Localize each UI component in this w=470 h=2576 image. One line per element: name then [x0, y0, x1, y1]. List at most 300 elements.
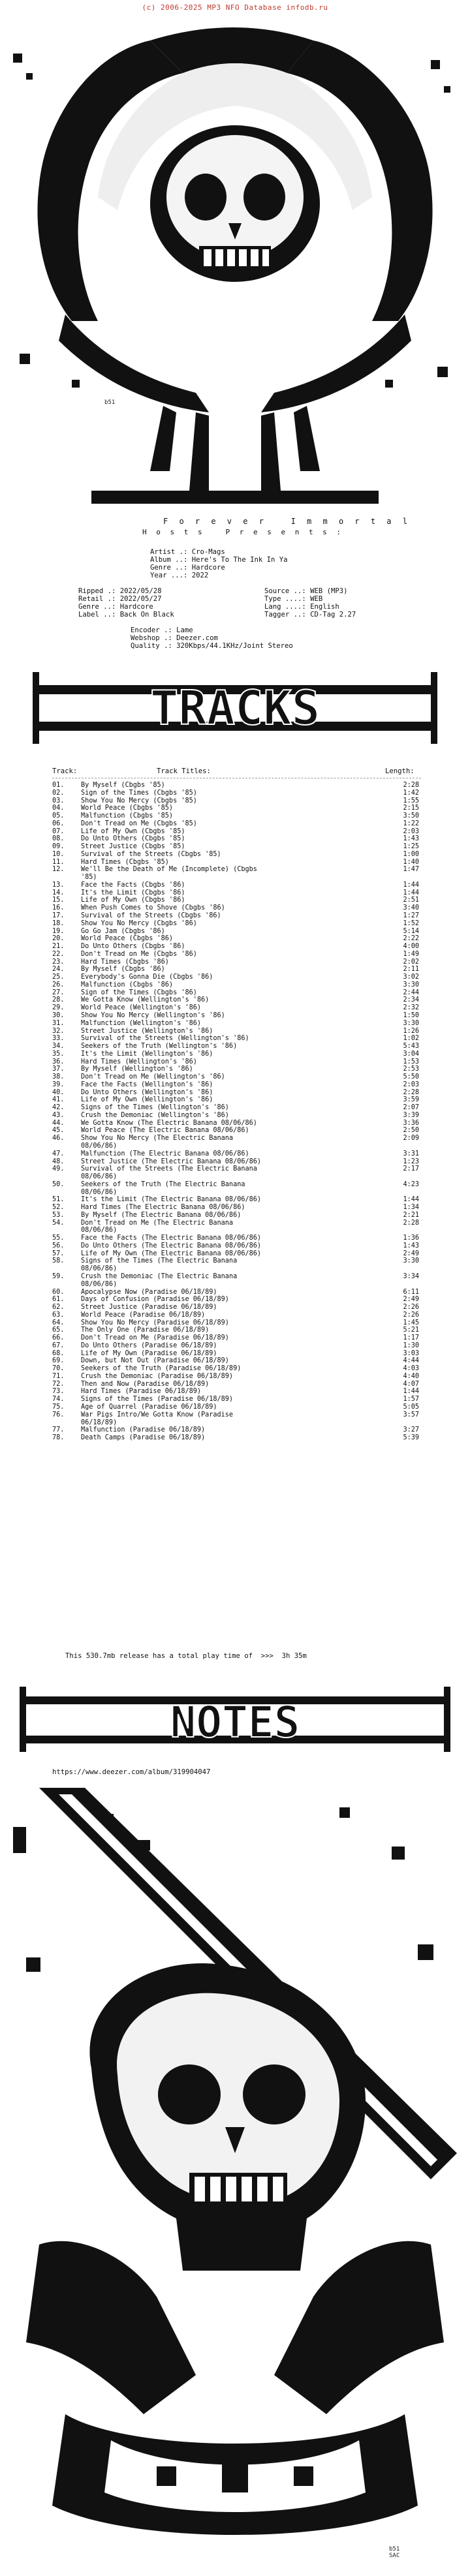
track-title: Crush the Demoniac (Paradise 06/18/89) — [81, 1372, 234, 1380]
track-title: It's the Limit (The Electric Banana 08/06/86) — [81, 1196, 262, 1204]
track-length: 1:00 — [403, 850, 419, 858]
track-number: 03. — [52, 797, 65, 805]
release-year: Year ...: 2022 — [150, 572, 209, 579]
track-length: 4:40 — [403, 1372, 419, 1380]
track-length: 2:50 — [403, 1127, 419, 1135]
track-number: 45. — [52, 1127, 65, 1135]
track-title: Life of My Own (Wellington's '86) — [81, 1096, 213, 1104]
track-row — [52, 1265, 444, 1273]
track-title: Life of My Own (Cbgbs '85) — [81, 827, 185, 835]
track-title: Survival of the Streets (The Electric Banana — [81, 1165, 257, 1173]
track-length: 1:57 — [403, 1396, 419, 1403]
track-title: Crush the Demoniac (Wellington's '86) — [81, 1111, 229, 1119]
track-title: World Peace (The Electric Banana 08/06/86) — [81, 1127, 249, 1135]
detail-genre: Genre ..: Hardcore — [78, 603, 153, 611]
track-number: 44. — [52, 1119, 65, 1127]
track-length: 4:44 — [403, 1357, 419, 1365]
track-title: Show You No Mercy (Cbgbs '85) — [81, 797, 197, 805]
track-length: 1:02 — [403, 1035, 419, 1043]
track-row — [52, 1181, 444, 1189]
track-number: 66. — [52, 1334, 65, 1342]
track-length: 3:34 — [403, 1273, 419, 1280]
track-row — [52, 1096, 444, 1104]
track-row — [52, 1050, 444, 1058]
header-track: Track: — [52, 767, 78, 775]
track-title: Life of My Own (Cbgbs '86) — [81, 897, 185, 904]
track-number: 51. — [52, 1196, 65, 1204]
track-length: 3:30 — [403, 1257, 419, 1265]
track-title: Signs of the Times (Paradise 06/18/89) — [81, 1396, 234, 1403]
track-length: 1:27 — [403, 912, 419, 920]
track-title: Don't Tread on Me (Paradise 06/18/89) — [81, 1334, 229, 1342]
track-title: Show You No Mercy (The Electric Banana — [81, 1135, 234, 1142]
track-row — [52, 1296, 444, 1304]
encoding-quality: Quality .: 320Kbps/44.1KHz/Joint Stereo — [131, 642, 293, 650]
detail-type: Type ....: WEB — [264, 595, 323, 603]
track-number: 71. — [52, 1372, 65, 1380]
track-title: Life of My Own (Paradise 06/18/89) — [81, 1349, 217, 1357]
track-length: 3:50 — [403, 812, 419, 820]
track-title: World Peace (Cbgbs '86) — [81, 935, 174, 943]
track-length: 5:14 — [403, 927, 419, 935]
skull-dagger-artwork — [0, 1788, 470, 2571]
track-length: 1:44 — [403, 1196, 419, 1204]
header-titles: Track Titles: — [157, 767, 211, 775]
track-length: 1:43 — [403, 835, 419, 843]
track-title: Age of Quarrel (Paradise 06/18/89) — [81, 1403, 217, 1411]
track-length: 1:17 — [403, 1334, 419, 1342]
track-row — [52, 1281, 444, 1289]
track-title: By Myself (The Electric Banana 08/06/86) — [81, 1211, 242, 1219]
track-row — [52, 981, 444, 989]
track-number: 69. — [52, 1357, 65, 1365]
track-row — [52, 1081, 444, 1089]
track-title: Seekers of the Truth (The Electric Banana — [81, 1180, 245, 1188]
track-row — [52, 1028, 444, 1035]
track-row — [52, 1257, 444, 1265]
track-number: 67. — [52, 1342, 65, 1349]
group-subtitle: H o s t s P r e s e n t s : — [142, 528, 344, 536]
track-number: 39. — [52, 1081, 65, 1088]
track-title: By Myself (Cbgbs '85) — [81, 782, 165, 789]
track-row — [52, 1227, 444, 1234]
track-title: 08/06/86) — [81, 1188, 118, 1196]
track-title: We'll Be the Death of Me (Incomplete) (Cbgbs — [81, 866, 257, 874]
track-row — [52, 1426, 444, 1434]
track-row — [52, 889, 444, 897]
track-row — [52, 1089, 444, 1097]
track-row — [52, 1066, 444, 1073]
track-row — [52, 912, 444, 920]
notes-logo — [0, 1677, 470, 1762]
track-number: 28. — [52, 996, 65, 1004]
track-row — [52, 1289, 444, 1296]
artist-signature-bottom: b51 SAC — [389, 2546, 400, 2559]
track-row — [52, 1242, 444, 1250]
tracklist — [52, 782, 444, 1442]
track-length: 1:45 — [403, 1319, 419, 1326]
track-number: 06. — [52, 820, 65, 827]
track-row — [52, 1112, 444, 1120]
track-number: 55. — [52, 1234, 65, 1242]
track-number: 60. — [52, 1288, 65, 1296]
track-row — [52, 828, 444, 836]
track-length: 2:28 — [403, 1219, 419, 1227]
track-number: 50. — [52, 1180, 65, 1188]
track-title: Survival of the Streets (Wellington's '86) — [81, 1035, 249, 1043]
track-row — [52, 1196, 444, 1204]
track-title: Hard Times (Wellington's '86) — [81, 1058, 197, 1066]
track-row — [52, 812, 444, 820]
track-title: By Myself (Wellington's '86) — [81, 1066, 193, 1073]
track-title: '85) — [81, 874, 97, 882]
track-title: 08/06/86) — [81, 1227, 118, 1234]
track-length: 2:53 — [403, 1066, 419, 1073]
track-number: 75. — [52, 1403, 65, 1411]
track-title: Do Unto Others (Paradise 06/18/89) — [81, 1342, 217, 1349]
track-number: 15. — [52, 897, 65, 904]
track-number: 33. — [52, 1035, 65, 1043]
track-number: 36. — [52, 1058, 65, 1066]
track-number: 59. — [52, 1273, 65, 1280]
track-row — [52, 1204, 444, 1212]
track-title: Show You No Mercy (Cbgbs '86) — [81, 919, 197, 927]
track-row — [52, 1058, 444, 1066]
track-length: 1:34 — [403, 1204, 419, 1212]
track-title: Life of My Own (The Electric Banana 08/06/86) — [81, 1250, 262, 1257]
track-row — [52, 874, 444, 882]
track-title: Do Unto Others (Cbgbs '86) — [81, 943, 185, 951]
track-row — [52, 1043, 444, 1050]
track-row — [52, 1189, 444, 1197]
track-row — [52, 974, 444, 981]
track-row — [52, 1304, 444, 1311]
detail-ripped: Ripped .: 2022/05/28 — [78, 587, 162, 595]
track-length: 2:11 — [403, 966, 419, 974]
track-number: 61. — [52, 1296, 65, 1304]
track-number: 20. — [52, 935, 65, 943]
track-length: 1:49 — [403, 950, 419, 958]
track-title: Hard Times (Cbgbs '85) — [81, 858, 169, 866]
track-row — [52, 1319, 444, 1327]
track-title: Survival of the Streets (Cbgbs '85) — [81, 850, 221, 858]
track-length: 5:43 — [403, 1043, 419, 1050]
reaper-artwork — [0, 14, 470, 510]
track-length: 2:28 — [403, 1088, 419, 1096]
track-title: It's the Limit (Wellington's '86) — [81, 1050, 213, 1058]
detail-label: Label ..: Back On Black — [78, 611, 174, 619]
track-title: Malfunction (The Electric Banana 08/06/86) — [81, 1150, 249, 1158]
track-length: 3:30 — [403, 1019, 419, 1027]
track-row — [52, 996, 444, 1004]
track-row — [52, 920, 444, 928]
track-row — [52, 790, 444, 797]
track-number: 42. — [52, 1104, 65, 1112]
track-title: Don't Tread on Me (Cbgbs '86) — [81, 950, 197, 958]
track-title: Everybody's Gonna Die (Cbgbs '86) — [81, 974, 213, 981]
track-row — [52, 904, 444, 912]
track-number: 27. — [52, 989, 65, 996]
track-length: 1:23 — [403, 1158, 419, 1165]
track-length: 2:03 — [403, 1081, 419, 1088]
track-number: 46. — [52, 1135, 65, 1142]
track-title: We Gotta Know (Wellington's '86) — [81, 996, 210, 1004]
track-row — [52, 1004, 444, 1012]
track-row — [52, 1334, 444, 1342]
track-length: 3:02 — [403, 974, 419, 981]
track-length: 2:49 — [403, 1296, 419, 1304]
track-number: 13. — [52, 881, 65, 889]
track-length: 3:30 — [403, 981, 419, 989]
track-row — [52, 1273, 444, 1281]
track-number: 04. — [52, 805, 65, 812]
track-title: 06/18/89) — [81, 1418, 118, 1426]
track-length: 2:21 — [403, 1211, 419, 1219]
track-number: 65. — [52, 1326, 65, 1334]
track-title: Do Unto Others (Wellington's '86) — [81, 1088, 213, 1096]
track-row — [52, 1120, 444, 1127]
track-row — [52, 1311, 444, 1319]
track-row — [52, 958, 444, 966]
track-title: 08/06/86) — [81, 1173, 118, 1181]
track-length: 2:22 — [403, 935, 419, 943]
track-number: 56. — [52, 1242, 65, 1250]
track-number: 62. — [52, 1304, 65, 1311]
track-row — [52, 1350, 444, 1358]
track-row — [52, 820, 444, 828]
track-title: Malfunction (Cbgbs '85) — [81, 812, 174, 820]
track-row — [52, 1219, 444, 1227]
detail-lang: Lang ....: English — [264, 603, 339, 611]
track-row — [52, 1396, 444, 1403]
track-title: Sign of the Times (Cbgbs '86) — [81, 989, 197, 996]
track-title: Crush the Demoniac (The Electric Banana — [81, 1273, 238, 1280]
track-number: 24. — [52, 966, 65, 974]
track-title: World Peace (Cbgbs '85) — [81, 805, 174, 812]
track-length: 1:50 — [403, 1011, 419, 1019]
track-length: 5:21 — [403, 1326, 419, 1334]
track-row — [52, 1212, 444, 1219]
track-title: Don't Tread on Me (Wellington's '86) — [81, 1073, 225, 1081]
track-title: It's the Limit (Cbgbs '86) — [81, 889, 185, 897]
track-title: Hard Times (Paradise 06/18/89) — [81, 1388, 202, 1396]
release-genre: Genre ..: Hardcore — [150, 564, 225, 572]
track-number: 09. — [52, 843, 65, 851]
release-artist: Artist .: Cro-Mags — [150, 548, 225, 556]
track-row — [52, 1411, 444, 1419]
track-number: 02. — [52, 789, 65, 797]
track-number: 76. — [52, 1411, 65, 1418]
track-number: 63. — [52, 1311, 65, 1319]
track-length: 2:07 — [403, 1104, 419, 1112]
track-length: 2:09 — [403, 1135, 419, 1142]
track-row — [52, 1403, 444, 1411]
track-title: Street Justice (Wellington's '86) — [81, 1027, 213, 1035]
track-number: 47. — [52, 1150, 65, 1158]
track-row — [52, 1381, 444, 1388]
track-number: 32. — [52, 1027, 65, 1035]
track-row — [52, 1142, 444, 1150]
track-number: 57. — [52, 1250, 65, 1257]
track-title: Street Justice (Cbgbs '85) — [81, 843, 185, 851]
track-row — [52, 897, 444, 904]
track-title: Face the Facts (Wellington's '86) — [81, 1081, 213, 1088]
track-length: 4:23 — [403, 1180, 419, 1188]
track-length: 1:52 — [403, 919, 419, 927]
track-length: 1:43 — [403, 1242, 419, 1250]
track-title: 08/06/86) — [81, 1265, 118, 1273]
track-number: 74. — [52, 1396, 65, 1403]
track-row — [52, 851, 444, 859]
track-title: By Myself (Cbgbs '86) — [81, 966, 165, 974]
track-length: 1:44 — [403, 1388, 419, 1396]
track-title: Hard Times (The Electric Banana 08/06/86) — [81, 1204, 245, 1212]
track-title: Death Camps (Paradise 06/18/89) — [81, 1434, 206, 1442]
track-row — [52, 928, 444, 936]
track-length: 2:28 — [403, 782, 419, 789]
track-title: We Gotta Know (The Electric Banana 08/06/86) — [81, 1119, 257, 1127]
track-title: Face the Facts (Cbgbs '86) — [81, 881, 185, 889]
track-length: 2:51 — [403, 897, 419, 904]
track-number: 40. — [52, 1088, 65, 1096]
track-number: 77. — [52, 1426, 65, 1434]
track-number: 07. — [52, 827, 65, 835]
track-row — [52, 1326, 444, 1334]
track-title: When Push Comes to Shove (Cbgbs '86) — [81, 904, 225, 912]
track-title: Malfunction (Wellington's '86) — [81, 1019, 202, 1027]
track-length: 1:44 — [403, 889, 419, 897]
track-length: 2:26 — [403, 1311, 419, 1319]
track-row — [52, 1234, 444, 1242]
track-number: 17. — [52, 912, 65, 920]
track-number: 49. — [52, 1165, 65, 1173]
track-number: 12. — [52, 866, 65, 874]
track-length: 2:02 — [403, 958, 419, 966]
track-length: 1:55 — [403, 797, 419, 805]
header-length: Length: — [385, 767, 415, 775]
track-row — [52, 1388, 444, 1396]
detail-retail: Retail .: 2022/05/27 — [78, 595, 162, 603]
track-row — [52, 1150, 444, 1158]
track-row — [52, 835, 444, 843]
track-length: 1:42 — [403, 789, 419, 797]
track-number: 11. — [52, 858, 65, 866]
track-length: 2:26 — [403, 1304, 419, 1311]
track-title: Signs of the Times (Wellington's '86) — [81, 1104, 229, 1112]
track-length: 3:36 — [403, 1119, 419, 1127]
track-length: 3:27 — [403, 1426, 419, 1434]
track-row — [52, 1373, 444, 1381]
track-row — [52, 1127, 444, 1135]
track-number: 23. — [52, 958, 65, 966]
tracks-logo-text: TRACKS — [149, 681, 321, 735]
track-number: 73. — [52, 1388, 65, 1396]
track-number: 29. — [52, 1004, 65, 1012]
track-row — [52, 943, 444, 951]
track-title: Street Justice (The Electric Banana 08/06/86) — [81, 1158, 262, 1165]
track-title: 08/06/86) — [81, 1142, 118, 1150]
track-number: 19. — [52, 927, 65, 935]
track-row — [52, 866, 444, 874]
track-number: 30. — [52, 1011, 65, 1019]
track-title: Street Justice (Paradise 06/18/89) — [81, 1304, 217, 1311]
track-number: 72. — [52, 1380, 65, 1388]
group-title: F o r e v e r I m m o r t a l — [163, 517, 411, 526]
track-length: 2:49 — [403, 1250, 419, 1257]
track-title: Don't Tread on Me (Cbgbs '85) — [81, 820, 197, 827]
tracklist-header — [52, 767, 444, 776]
track-number: 43. — [52, 1111, 65, 1119]
detail-source: Source ..: WEB (MP3) — [264, 587, 348, 595]
track-title: The Only One (Paradise 06/18/89) — [81, 1326, 210, 1334]
track-row — [52, 935, 444, 943]
track-number: 21. — [52, 943, 65, 951]
track-title: Seekers of the Truth (Wellington's '86) — [81, 1043, 238, 1050]
track-number: 54. — [52, 1219, 65, 1227]
track-title: Down, but Not Out (Paradise 06/18/89) — [81, 1357, 229, 1365]
track-number: 48. — [52, 1158, 65, 1165]
track-row — [52, 882, 444, 889]
track-row — [52, 1173, 444, 1181]
track-row — [52, 1165, 444, 1173]
track-length: 2:32 — [403, 1004, 419, 1012]
track-length: 5:05 — [403, 1403, 419, 1411]
track-row — [52, 1419, 444, 1427]
track-length: 2:34 — [403, 996, 419, 1004]
track-title: Do Unto Others (The Electric Banana 08/06/86) — [81, 1242, 262, 1250]
track-row — [52, 1104, 444, 1112]
track-row — [52, 1135, 444, 1142]
track-row — [52, 805, 444, 812]
track-number: 53. — [52, 1211, 65, 1219]
track-title: War Pigs Intro/We Gotta Know (Paradise — [81, 1411, 234, 1418]
release-album: Album ..: Here's To The Ink In Ya — [150, 556, 288, 564]
track-length: 2:03 — [403, 827, 419, 835]
track-title: Sign of the Times (Cbgbs '85) — [81, 789, 197, 797]
track-length: 1:36 — [403, 1234, 419, 1242]
track-row — [52, 1020, 444, 1028]
track-row — [52, 1073, 444, 1081]
track-number: 18. — [52, 919, 65, 927]
track-length: 1:26 — [403, 1027, 419, 1035]
track-title: Do Unto Others (Cbgbs '85) — [81, 835, 185, 843]
track-length: 1:44 — [403, 881, 419, 889]
track-length: 1:22 — [403, 820, 419, 827]
track-length: 3:39 — [403, 1111, 419, 1119]
track-number: 34. — [52, 1043, 65, 1050]
track-number: 70. — [52, 1365, 65, 1373]
track-number: 41. — [52, 1096, 65, 1104]
track-row — [52, 782, 444, 790]
track-title: Show You No Mercy (Wellington's '86) — [81, 1011, 225, 1019]
track-number: 25. — [52, 974, 65, 981]
track-number: 01. — [52, 782, 65, 789]
notes-url: https://www.deezer.com/album/319904047 — [52, 1768, 211, 1776]
track-title: World Peace (Paradise 06/18/89) — [81, 1311, 206, 1319]
track-length: 3:31 — [403, 1150, 419, 1158]
track-length: 4:07 — [403, 1380, 419, 1388]
track-number: 37. — [52, 1066, 65, 1073]
track-number: 05. — [52, 812, 65, 820]
track-row — [52, 797, 444, 805]
encoding-webshop: Webshop .: Deezer.com — [131, 634, 218, 642]
track-length: 4:00 — [403, 943, 419, 951]
track-number: 22. — [52, 950, 65, 958]
track-row — [52, 1012, 444, 1020]
track-row — [52, 989, 444, 997]
track-row — [52, 1357, 444, 1365]
track-length: 2:15 — [403, 805, 419, 812]
